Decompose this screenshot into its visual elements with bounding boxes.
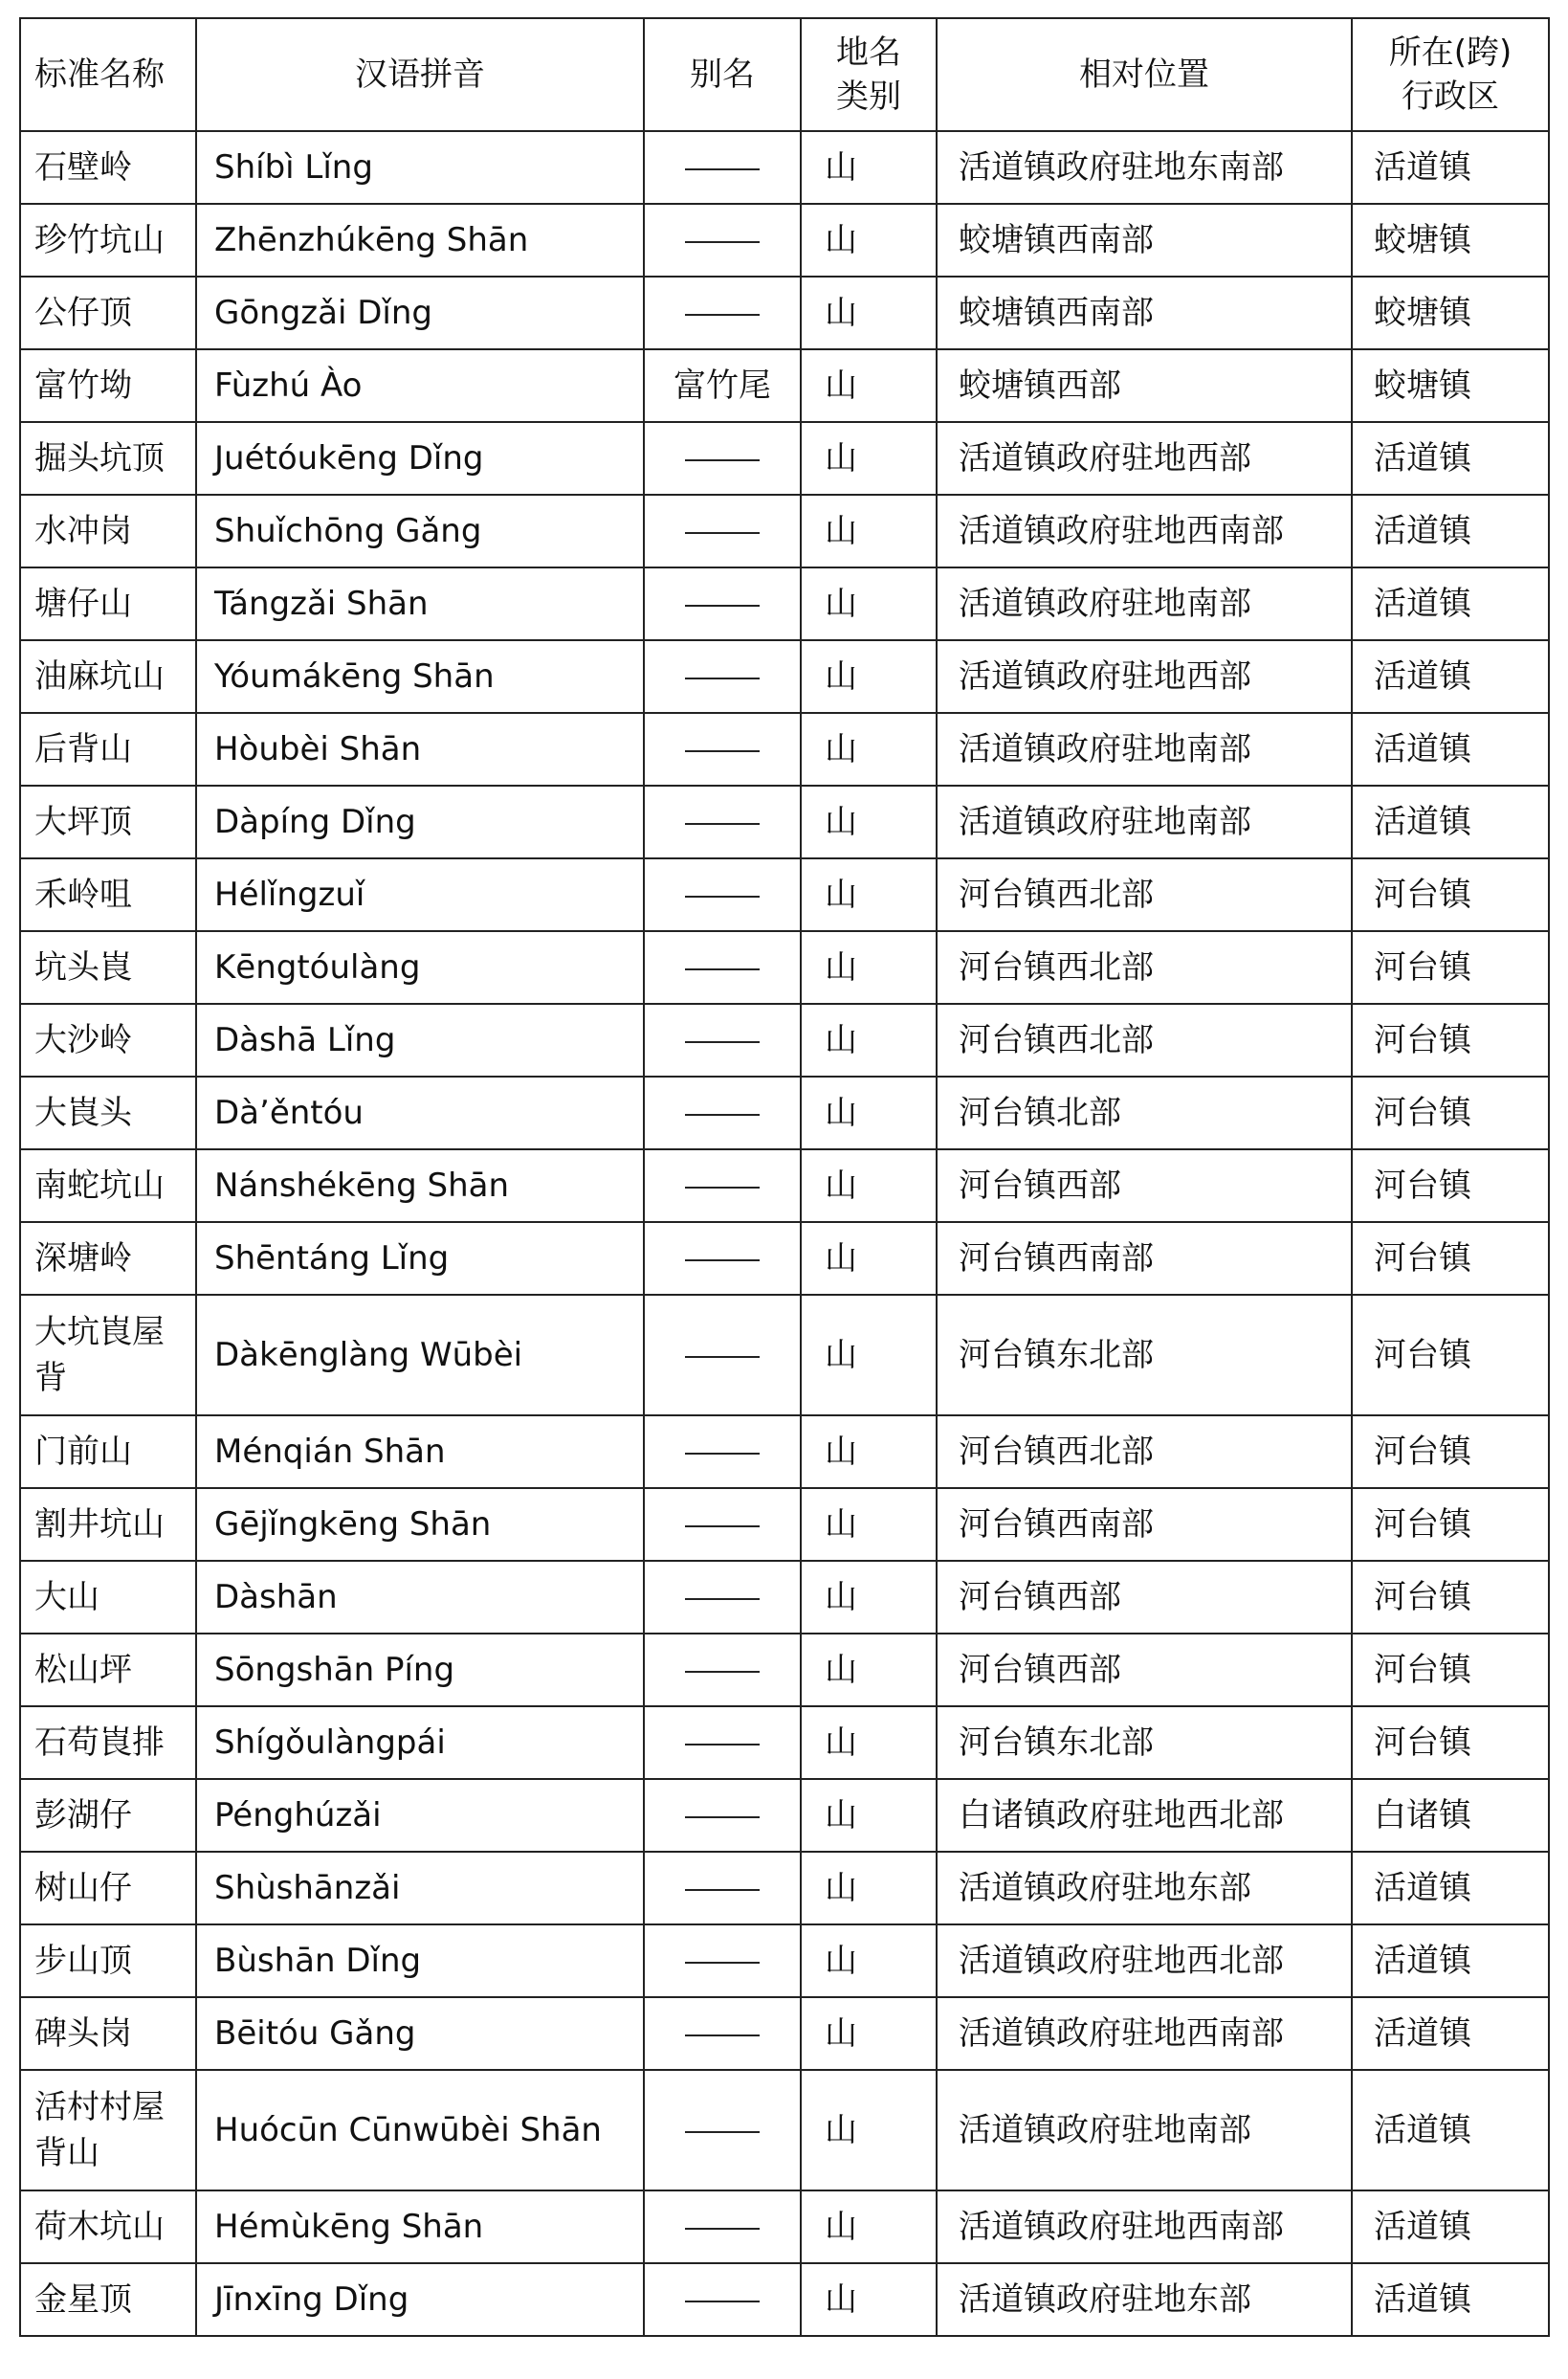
cell-place-type: 山 <box>801 1295 937 1415</box>
cell-place-type: 山 <box>801 1488 937 1561</box>
cell-relative-location: 河台镇西南部 <box>937 1488 1352 1561</box>
cell-alias <box>644 1779 801 1852</box>
cell-standard-name: 活村村屋背山 <box>20 2070 196 2190</box>
cell-pinyin: Gōngzǎi Dǐng <box>196 277 644 349</box>
cell-pinyin: Dàshā Lǐng <box>196 1004 644 1077</box>
table-header-row <box>20 18 1549 131</box>
cell-pinyin: Shùshānzǎi <box>196 1852 644 1924</box>
cell-relative-location: 活道镇政府驻地东部 <box>937 1852 1352 1924</box>
cell-pinyin: Hòubèi Shān <box>196 713 644 786</box>
cell-place-type: 山 <box>801 2263 937 2336</box>
cell-standard-name: 大沙岭 <box>20 1004 196 1077</box>
table-row <box>20 1415 1549 1488</box>
cell-alias <box>644 1149 801 1222</box>
cell-pinyin: Gējǐngkēng Shān <box>196 1488 644 1561</box>
cell-admin-region: 活道镇 <box>1352 786 1549 858</box>
cell-relative-location: 活道镇政府驻地西部 <box>937 640 1352 713</box>
cell-alias <box>644 1077 801 1149</box>
cell-pinyin: Shígǒulàngpái <box>196 1706 644 1779</box>
cell-admin-region: 活道镇 <box>1352 567 1549 640</box>
cell-place-type: 山 <box>801 2070 937 2190</box>
empty-dash <box>685 241 760 243</box>
cell-alias <box>644 1295 801 1415</box>
cell-alias <box>644 1004 801 1077</box>
header-admin-region <box>1352 18 1549 131</box>
table-row <box>20 2190 1549 2263</box>
cell-standard-name: 大坑崀屋背 <box>20 1295 196 1415</box>
table-body <box>20 131 1549 2336</box>
cell-relative-location: 河台镇西部 <box>937 1561 1352 1634</box>
cell-alias <box>644 204 801 277</box>
cell-alias <box>644 1997 801 2070</box>
empty-dash <box>685 1598 760 1600</box>
cell-pinyin: Shíbì Lǐng <box>196 131 644 204</box>
table-row <box>20 349 1549 422</box>
cell-standard-name: 大坪顶 <box>20 786 196 858</box>
table-row <box>20 1634 1549 1706</box>
cell-relative-location: 活道镇政府驻地南部 <box>937 713 1352 786</box>
cell-admin-region: 活道镇 <box>1352 2263 1549 2336</box>
cell-pinyin: Hémùkēng Shān <box>196 2190 644 2263</box>
cell-relative-location: 蛟塘镇西南部 <box>937 204 1352 277</box>
header-place-type-line2: 类别 <box>836 78 901 116</box>
cell-alias <box>644 2190 801 2263</box>
cell-relative-location: 河台镇西部 <box>937 1149 1352 1222</box>
cell-standard-name: 步山顶 <box>20 1924 196 1997</box>
table-row <box>20 786 1549 858</box>
table-row <box>20 277 1549 349</box>
cell-admin-region: 活道镇 <box>1352 1924 1549 1997</box>
empty-dash <box>685 678 760 679</box>
table-row <box>20 2070 1549 2190</box>
cell-place-type: 山 <box>801 1222 937 1295</box>
cell-admin-region: 活道镇 <box>1352 422 1549 495</box>
empty-dash <box>685 1962 760 1964</box>
cell-alias <box>644 786 801 858</box>
cell-place-type: 山 <box>801 277 937 349</box>
cell-pinyin: Ménqián Shān <box>196 1415 644 1488</box>
cell-relative-location: 河台镇西北部 <box>937 858 1352 931</box>
empty-dash <box>685 1187 760 1189</box>
table-row <box>20 422 1549 495</box>
cell-standard-name: 割井坑山 <box>20 1488 196 1561</box>
cell-pinyin: Juétóukēng Dǐng <box>196 422 644 495</box>
header-admin-region-line2: 行政区 <box>1402 78 1499 116</box>
empty-dash <box>685 1744 760 1745</box>
cell-admin-region: 河台镇 <box>1352 931 1549 1004</box>
cell-place-type: 山 <box>801 422 937 495</box>
cell-admin-region: 河台镇 <box>1352 1149 1549 1222</box>
cell-standard-name: 南蛇坑山 <box>20 1149 196 1222</box>
cell-standard-name: 塘仔山 <box>20 567 196 640</box>
cell-place-type: 山 <box>801 1149 937 1222</box>
cell-standard-name: 彭湖仔 <box>20 1779 196 1852</box>
cell-admin-region: 河台镇 <box>1352 1077 1549 1149</box>
cell-place-type: 山 <box>801 204 937 277</box>
table-row <box>20 1706 1549 1779</box>
cell-alias <box>644 277 801 349</box>
cell-alias <box>644 1415 801 1488</box>
empty-dash <box>685 1259 760 1261</box>
cell-admin-region: 河台镇 <box>1352 1706 1549 1779</box>
empty-dash <box>685 459 760 461</box>
table-row <box>20 931 1549 1004</box>
cell-relative-location: 活道镇政府驻地东南部 <box>937 131 1352 204</box>
cell-admin-region: 活道镇 <box>1352 495 1549 567</box>
cell-alias <box>644 2070 801 2190</box>
cell-relative-location: 活道镇政府驻地西北部 <box>937 1924 1352 1997</box>
header-alias: 别名 <box>644 18 801 131</box>
cell-place-type: 山 <box>801 1004 937 1077</box>
cell-alias <box>644 2263 801 2336</box>
cell-alias <box>644 1222 801 1295</box>
cell-admin-region: 河台镇 <box>1352 1634 1549 1706</box>
table-row <box>20 1852 1549 1924</box>
empty-dash <box>685 532 760 534</box>
empty-dash <box>685 896 760 898</box>
cell-admin-region: 活道镇 <box>1352 640 1549 713</box>
table-row <box>20 1561 1549 1634</box>
cell-relative-location: 蛟塘镇西南部 <box>937 277 1352 349</box>
cell-place-type: 山 <box>801 858 937 931</box>
cell-admin-region: 河台镇 <box>1352 858 1549 931</box>
cell-relative-location: 河台镇西北部 <box>937 1415 1352 1488</box>
cell-relative-location: 活道镇政府驻地西部 <box>937 422 1352 495</box>
cell-place-type: 山 <box>801 1561 937 1634</box>
cell-alias <box>644 1634 801 1706</box>
cell-standard-name: 碑头岗 <box>20 1997 196 2070</box>
table-row <box>20 1004 1549 1077</box>
cell-admin-region: 河台镇 <box>1352 1561 1549 1634</box>
cell-relative-location: 河台镇西部 <box>937 1634 1352 1706</box>
cell-alias <box>644 1561 801 1634</box>
cell-standard-name: 大山 <box>20 1561 196 1634</box>
cell-relative-location: 活道镇政府驻地南部 <box>937 567 1352 640</box>
header-pinyin: 汉语拼音 <box>196 18 644 131</box>
cell-place-type: 山 <box>801 931 937 1004</box>
cell-relative-location: 活道镇政府驻地东部 <box>937 2263 1352 2336</box>
empty-dash <box>685 2034 760 2036</box>
table-row <box>20 713 1549 786</box>
cell-pinyin: Hélǐngzuǐ <box>196 858 644 931</box>
cell-pinyin: Pénghúzǎi <box>196 1779 644 1852</box>
cell-place-type: 山 <box>801 1706 937 1779</box>
cell-admin-region: 河台镇 <box>1352 1295 1549 1415</box>
empty-dash <box>685 1114 760 1116</box>
cell-alias <box>644 495 801 567</box>
cell-place-type: 山 <box>801 2190 937 2263</box>
cell-admin-region: 蛟塘镇 <box>1352 349 1549 422</box>
cell-place-type: 山 <box>801 495 937 567</box>
cell-relative-location: 河台镇北部 <box>937 1077 1352 1149</box>
cell-relative-location: 河台镇东北部 <box>937 1706 1352 1779</box>
cell-admin-region: 活道镇 <box>1352 713 1549 786</box>
cell-pinyin: Fùzhú Ào <box>196 349 644 422</box>
cell-pinyin: Kēngtóulàng <box>196 931 644 1004</box>
cell-alias <box>644 131 801 204</box>
cell-standard-name: 石苟崀排 <box>20 1706 196 1779</box>
cell-place-type: 山 <box>801 1077 937 1149</box>
cell-standard-name: 门前山 <box>20 1415 196 1488</box>
table-row <box>20 2263 1549 2336</box>
cell-place-type: 山 <box>801 1779 937 1852</box>
empty-dash <box>685 1453 760 1455</box>
cell-place-type: 山 <box>801 786 937 858</box>
cell-alias <box>644 1488 801 1561</box>
cell-admin-region: 活道镇 <box>1352 2070 1549 2190</box>
table-row <box>20 1149 1549 1222</box>
cell-pinyin: Jīnxīng Dǐng <box>196 2263 644 2336</box>
cell-standard-name: 大崀头 <box>20 1077 196 1149</box>
cell-relative-location: 河台镇西北部 <box>937 931 1352 1004</box>
cell-admin-region: 活道镇 <box>1352 2190 1549 2263</box>
cell-place-type: 山 <box>801 567 937 640</box>
header-standard-name: 标准名称 <box>20 18 196 131</box>
cell-standard-name: 公仔顶 <box>20 277 196 349</box>
cell-pinyin: Zhēnzhúkēng Shān <box>196 204 644 277</box>
cell-relative-location: 活道镇政府驻地西南部 <box>937 2190 1352 2263</box>
cell-standard-name: 珍竹坑山 <box>20 204 196 277</box>
table-row <box>20 495 1549 567</box>
cell-standard-name: 禾岭咀 <box>20 858 196 931</box>
cell-standard-name: 坑头崀 <box>20 931 196 1004</box>
empty-dash <box>685 2228 760 2230</box>
cell-relative-location: 活道镇政府驻地南部 <box>937 2070 1352 2190</box>
cell-relative-location: 蛟塘镇西部 <box>937 349 1352 422</box>
cell-pinyin: Tángzǎi Shān <box>196 567 644 640</box>
cell-admin-region: 活道镇 <box>1352 1852 1549 1924</box>
cell-standard-name: 荷木坑山 <box>20 2190 196 2263</box>
cell-pinyin: Shuǐchōng Gǎng <box>196 495 644 567</box>
empty-dash <box>685 823 760 825</box>
cell-admin-region: 河台镇 <box>1352 1222 1549 1295</box>
empty-dash <box>685 1525 760 1527</box>
empty-dash <box>685 314 760 316</box>
cell-alias <box>644 640 801 713</box>
cell-place-type: 山 <box>801 1997 937 2070</box>
cell-standard-name: 掘头坑顶 <box>20 422 196 495</box>
cell-relative-location: 活道镇政府驻地南部 <box>937 786 1352 858</box>
cell-admin-region: 白诸镇 <box>1352 1779 1549 1852</box>
table-row <box>20 1077 1549 1149</box>
cell-pinyin: Bùshān Dǐng <box>196 1924 644 1997</box>
cell-relative-location: 河台镇西北部 <box>937 1004 1352 1077</box>
header-admin-region-line1: 所在(跨) <box>1388 33 1513 72</box>
table-row <box>20 1222 1549 1295</box>
header-place-type <box>801 18 937 131</box>
cell-place-type: 山 <box>801 1852 937 1924</box>
cell-relative-location: 白诸镇政府驻地西北部 <box>937 1779 1352 1852</box>
cell-pinyin: Huócūn Cūnwūbèi Shān <box>196 2070 644 2190</box>
header-relative-location: 相对位置 <box>937 18 1352 131</box>
cell-pinyin: Sōngshān Píng <box>196 1634 644 1706</box>
table-row <box>20 204 1549 277</box>
cell-place-type: 山 <box>801 1924 937 1997</box>
table-row <box>20 1779 1549 1852</box>
cell-pinyin: Yóumákēng Shān <box>196 640 644 713</box>
table-row <box>20 1295 1549 1415</box>
table-row <box>20 131 1549 204</box>
table-row <box>20 567 1549 640</box>
cell-alias <box>644 1924 801 1997</box>
cell-standard-name: 后背山 <box>20 713 196 786</box>
place-name-table <box>19 17 1550 2337</box>
cell-pinyin: Nánshékēng Shān <box>196 1149 644 1222</box>
cell-admin-region: 河台镇 <box>1352 1004 1549 1077</box>
empty-dash <box>685 2301 760 2302</box>
cell-standard-name: 松山坪 <box>20 1634 196 1706</box>
empty-dash <box>685 2131 760 2133</box>
empty-dash <box>685 605 760 607</box>
cell-alias: 富竹尾 <box>644 349 801 422</box>
cell-alias <box>644 422 801 495</box>
cell-alias <box>644 931 801 1004</box>
cell-relative-location: 活道镇政府驻地西南部 <box>937 495 1352 567</box>
cell-place-type: 山 <box>801 713 937 786</box>
cell-place-type: 山 <box>801 1634 937 1706</box>
cell-standard-name: 水冲岗 <box>20 495 196 567</box>
cell-admin-region: 河台镇 <box>1352 1488 1549 1561</box>
empty-dash <box>685 1041 760 1043</box>
empty-dash <box>685 1356 760 1358</box>
cell-alias <box>644 1706 801 1779</box>
empty-dash <box>685 968 760 970</box>
table-row <box>20 1488 1549 1561</box>
cell-admin-region: 蛟塘镇 <box>1352 277 1549 349</box>
cell-admin-region: 活道镇 <box>1352 1997 1549 2070</box>
empty-dash <box>685 750 760 752</box>
cell-pinyin: Shēntáng Lǐng <box>196 1222 644 1295</box>
cell-standard-name: 石壁岭 <box>20 131 196 204</box>
cell-standard-name: 深塘岭 <box>20 1222 196 1295</box>
cell-standard-name: 富竹坳 <box>20 349 196 422</box>
cell-alias <box>644 858 801 931</box>
cell-pinyin: Dàkēnglàng Wūbèi <box>196 1295 644 1415</box>
cell-alias <box>644 1852 801 1924</box>
cell-pinyin: Dàshān <box>196 1561 644 1634</box>
cell-pinyin: Bēitóu Gǎng <box>196 1997 644 2070</box>
table-row <box>20 858 1549 931</box>
empty-dash <box>685 1816 760 1818</box>
cell-admin-region: 蛟塘镇 <box>1352 204 1549 277</box>
cell-relative-location: 活道镇政府驻地西南部 <box>937 1997 1352 2070</box>
cell-relative-location: 河台镇东北部 <box>937 1295 1352 1415</box>
cell-place-type: 山 <box>801 640 937 713</box>
cell-alias <box>644 713 801 786</box>
cell-standard-name: 树山仔 <box>20 1852 196 1924</box>
table-row <box>20 640 1549 713</box>
empty-dash <box>685 1671 760 1673</box>
cell-pinyin: Dà’ěntóu <box>196 1077 644 1149</box>
cell-place-type: 山 <box>801 131 937 204</box>
cell-admin-region: 河台镇 <box>1352 1415 1549 1488</box>
cell-place-type: 山 <box>801 349 937 422</box>
cell-standard-name: 金星顶 <box>20 2263 196 2336</box>
cell-relative-location: 河台镇西南部 <box>937 1222 1352 1295</box>
empty-dash <box>685 168 760 170</box>
cell-admin-region: 活道镇 <box>1352 131 1549 204</box>
header-place-type-line1: 地名 <box>836 33 901 72</box>
cell-pinyin: Dàpíng Dǐng <box>196 786 644 858</box>
table-row <box>20 1924 1549 1997</box>
cell-place-type: 山 <box>801 1415 937 1488</box>
cell-standard-name: 油麻坑山 <box>20 640 196 713</box>
cell-alias <box>644 567 801 640</box>
empty-dash <box>685 1889 760 1891</box>
table-row <box>20 1997 1549 2070</box>
